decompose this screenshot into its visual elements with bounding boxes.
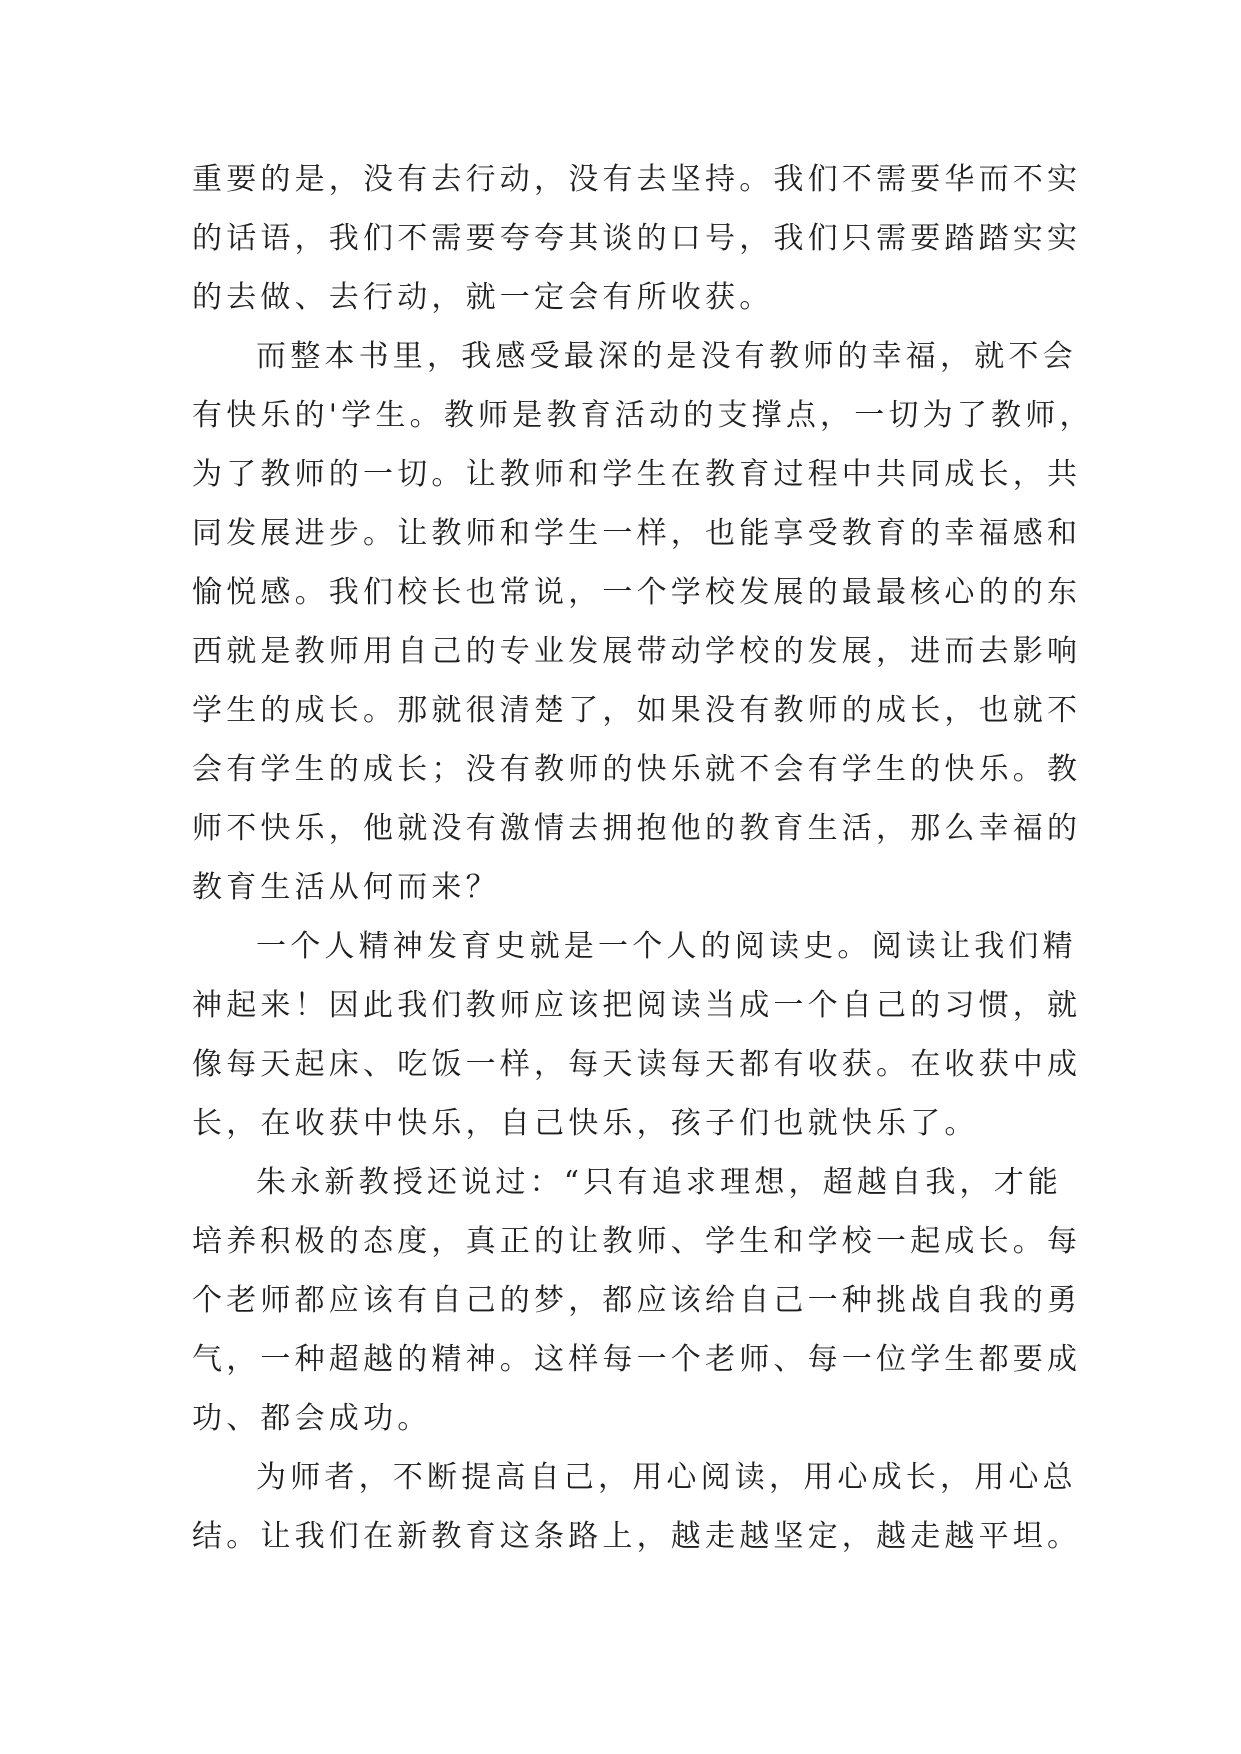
text-line: 的话语，我们不需要夸夸其谈的口号，我们只需要踏踏实实 <box>192 221 1082 256</box>
text-line: 气，一种超越的精神。这样每一个老师、每一位学生都要成 <box>192 1342 1082 1377</box>
text-line: 有快乐的'学生。教师是教育活动的支撑点，一切为了教师， <box>192 398 1094 433</box>
text-line: 的去做、去行动，就一定会有所收获。 <box>192 280 774 315</box>
paragraph-first-line: 为师者，不断提高自己，用心阅读，用心成长，用心总 <box>256 1460 1077 1495</box>
text-line: 师不快乐，他就没有激情去拥抱他的教育生活，那么幸福的 <box>192 811 1082 846</box>
text-line: 结。让我们在新教育这条路上，越走越坚定，越走越平坦。 <box>192 1519 1082 1554</box>
text-line: 重要的是，没有去行动，没有去坚持。我们不需要华而不实 <box>192 162 1082 197</box>
paragraph-first-line: 朱永新教授还说过：“只有追求理想，超越自我，才能 <box>256 1165 1063 1200</box>
text-line: 为了教师的一切。让教师和学生在教育过程中共同成长，共 <box>192 457 1082 492</box>
paragraph-first-line: 一个人精神发育史就是一个人的阅读史。阅读让我们精 <box>256 929 1077 964</box>
text-line: 培养积极的态度，真正的让教师、学生和学校一起成长。每 <box>192 1224 1082 1259</box>
text-line: 个老师都应该有自己的梦，都应该给自己一种挑战自我的勇 <box>192 1283 1082 1318</box>
text-line: 教育生活从何而来？ <box>192 870 500 905</box>
text-line: 会有学生的成长；没有教师的快乐就不会有学生的快乐。教 <box>192 752 1082 787</box>
text-line: 功、都会成功。 <box>192 1401 432 1436</box>
text-line: 像每天起床、吃饭一样，每天读每天都有收获。在收获中成 <box>192 1047 1082 1082</box>
text-line: 神起来！因此我们教师应该把阅读当成一个自己的习惯，就 <box>192 988 1082 1023</box>
text-line: 学生的成长。那就很清楚了，如果没有教师的成长，也就不 <box>192 693 1082 728</box>
text-line: 同发展进步。让教师和学生一样，也能享受教育的幸福感和 <box>192 516 1082 551</box>
text-line: 长，在收获中快乐，自己快乐，孩子们也就快乐了。 <box>192 1106 979 1141</box>
text-line: 西就是教师用自己的专业发展带动学校的发展，进而去影响 <box>192 634 1082 669</box>
paragraph-first-line: 而整本书里，我感受最深的是没有教师的幸福，就不会 <box>256 339 1077 374</box>
text-line: 愉悦感。我们校长也常说，一个学校发展的最最核心的的东 <box>192 575 1082 610</box>
document-body <box>192 150 1094 1566</box>
